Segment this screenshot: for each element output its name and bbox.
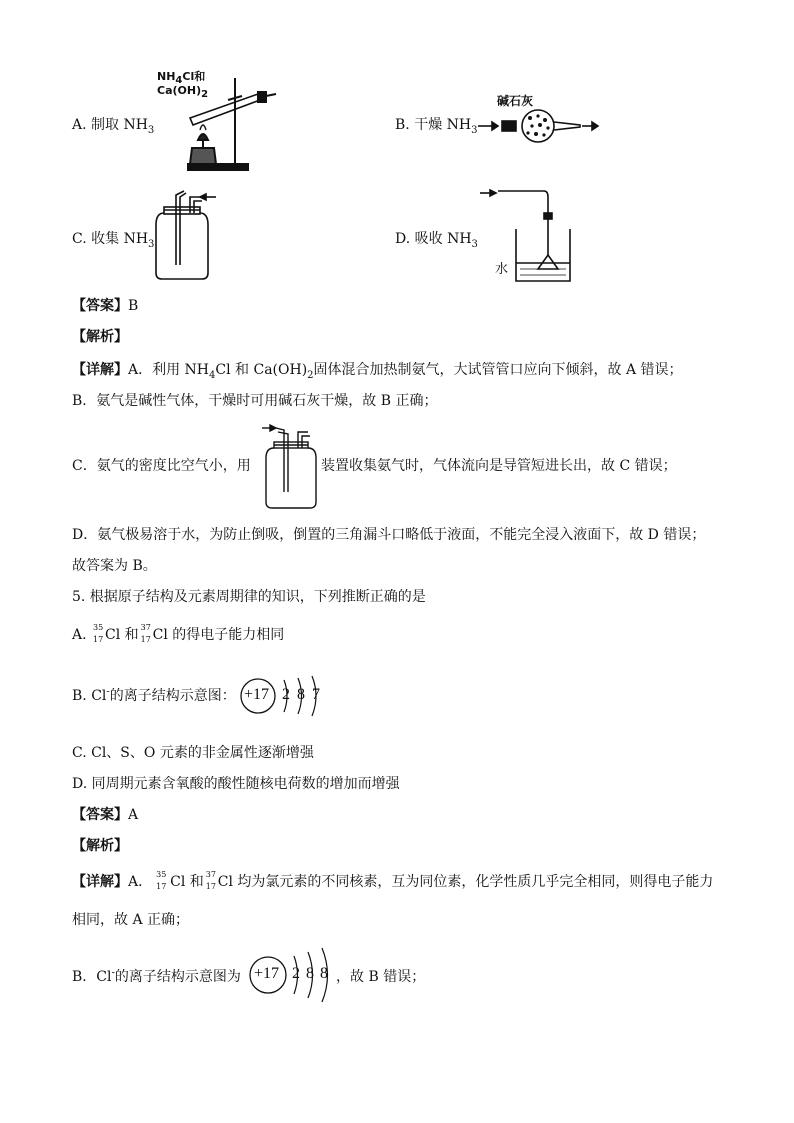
q4-explain-b: B．氨气是碱性气体，干燥时可用碱石灰干燥，故 B 正确；: [72, 393, 438, 409]
q5-option-c: C. Cl、S、O 元素的非金属性逐渐增强: [72, 745, 314, 761]
explain-nucleus: +17: [254, 965, 280, 982]
option-c: C. 收集 $NH_3$: [72, 231, 155, 250]
option-b-shell-2: 8: [297, 686, 305, 703]
inline-bottle-diagram: [262, 422, 320, 512]
drying-agent-label: 碱石灰: [497, 94, 534, 108]
q5-option-a: A. 35 17 Cl 和 37 17 Cl 的得电子能力相同: [72, 623, 285, 644]
reagent-label: $NH_4Cl$和 $Ca(OH)_2$: [157, 70, 209, 101]
q4-explain-c-post: 装置收集氨气时，气体流向是导管短进长出，故 C 错误；: [321, 458, 677, 474]
q5-explain-b: B．Cl-的离子结构示意图为: [72, 967, 241, 985]
q5-option-b: B. Cl-的离子结构示意图：: [72, 686, 236, 704]
q5-explain-b-post: ，故 B 错误；: [336, 969, 426, 985]
drying-tube-diagram: [478, 106, 598, 146]
absorption-beaker-diagram: [480, 183, 570, 288]
explain-shell-3: 8: [320, 965, 328, 982]
q5-answer: 【答案】A: [72, 807, 139, 823]
q4-explain-a: 【详解】A．利用 $NH_4Cl$ 和 $Ca(OH)_2$固体混合加热制氨气，大试管管口应向下倾斜，故 A 错误；: [72, 362, 683, 381]
option-b: B. 干燥 $NH_3$: [395, 117, 478, 136]
q5-analysis-tag: 【解析】: [72, 838, 128, 854]
q4-explain-d: D．氨气极易溶于水，为防止倒吸，倒置的三角漏斗口略低于液面，不能完全浸入液面下，故 D 错误；: [72, 527, 706, 543]
option-a: A. 制取 $NH_3$: [72, 117, 155, 136]
water-label: 水: [495, 262, 509, 277]
q5-explain-a: 【详解】A． 35 17 Cl 和 37 17 Cl 均为氯元素的不同核素，互为同位素，化学性质几乎完全相同，则得电子能力: [72, 870, 714, 891]
option-d: D. 吸收 $NH_3$: [395, 231, 478, 250]
collection-bottle-diagram: [150, 185, 220, 285]
heating-apparatus-diagram: [180, 70, 280, 180]
q4-explain-c-pre: C．氨气的密度比空气小，用: [72, 458, 251, 474]
q5-explain-a-line2: 相同，故 A 正确；: [72, 912, 190, 928]
explain-shell-2: 8: [306, 965, 314, 982]
explain-shell-1: 2: [292, 965, 300, 982]
q4-analysis-tag: 【解析】: [72, 329, 128, 345]
option-b-shell-3: 7: [312, 686, 320, 703]
q4-conclusion: 故答案为 B。: [72, 558, 157, 574]
q5-option-d: D. 同周期元素含氧酸的酸性随核电荷数的增加而增强: [72, 776, 400, 792]
q5-stem: 5. 根据原子结构及元素周期律的知识，下列推断正确的是: [72, 589, 426, 605]
q4-answer: 【答案】B: [72, 298, 139, 314]
option-b-nucleus: +17: [244, 686, 270, 703]
option-b-shell-1: 2: [282, 686, 290, 703]
